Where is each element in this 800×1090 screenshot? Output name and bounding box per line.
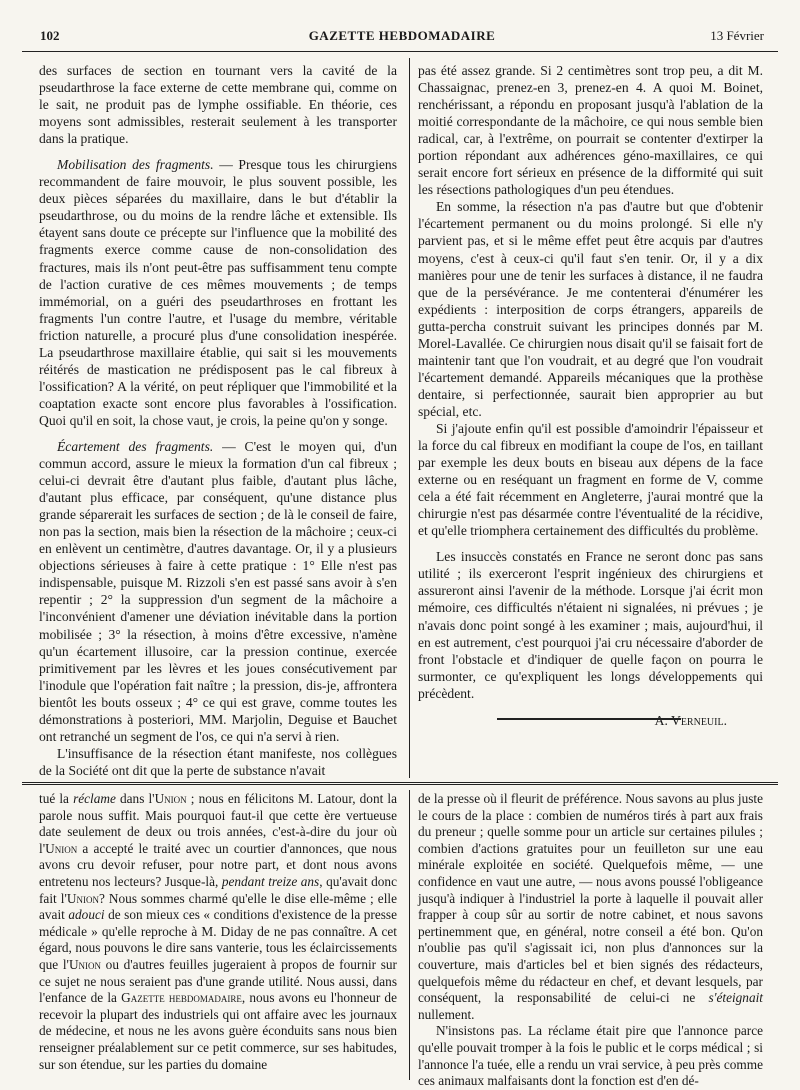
author-signature: A. Verneuil. — [654, 712, 727, 728]
text-run: Gazette hebdomadaire — [121, 990, 242, 1006]
lower-left-column — [39, 791, 397, 1073]
text-run: Union — [45, 840, 78, 856]
text-run: ? Nous sommes charmé qu'elle le dise elle-même ; elle avait — [39, 890, 397, 923]
paragraph: pas été assez grande. Si 2 centimètres sont trop peu, a dit M. Chassaignac, prenez-en 3, prenez-en 4. A quoi M. Boinet, renchérissant, a répondu en proposant jusqu'à l'ablation de la moitié correspondante de la mâchoire, ce qui nous semble bien radical, car, à l'extrême, on pourrait se contenter d'extirper la portion répondant aux adhérences géno-maxillaires, ce qui serait encore fort sérieux en présence de la difformité qui suit les résections pathologiques d'un peu étendues. — [418, 63, 763, 198]
text-run: ou d'autres feuilles jugeraient à propos de fournir sur ce sujet ne nous seraient pas d'une grande utilité. Nous aussi, dans l'enfance de la — [39, 956, 397, 1006]
lower-right-column — [418, 791, 763, 1090]
feuilleton-rule — [22, 782, 778, 785]
text-run: dans l' — [115, 791, 155, 806]
upper-left-column — [39, 62, 397, 779]
page-number: 102 — [40, 28, 60, 43]
text-run: , qu'avait donc fait l' — [39, 873, 397, 906]
text-run: tué la — [39, 791, 74, 806]
paragraph-text: — C'est le moyen qui, d'un commun accord, assure le mieux la formation d'un cal fibreux ; celui-ci devrait être d'autant plus faible, d'autant plus lâche, d'autant plus efficace, par conséquent, qu'une distance plus grande séparerait les surfaces de section ; de là le conseil de faire, non pas la section, mais bien la résection de la mâchoire ; ceux-ci en enlèvent un centimètre, d'autres davantage. Or, il y a plusieurs objections sérieuses à faire à cette pratique : 1° Elle n'est pas indispensable, puisque M. Rizzoli s'en est passé sans avoir à s'en repentir ; 2° la suppression d'un segment de la mâchoire a l'inconvénient d'amener une déviation inévitable dans la portion mobilisée ; 3° la résection, à moins d'être excessive, n'amène qu'un écartement illusoire, car la pression continue, exercée primitivement par les lèvres et les joues consécutivement par l'inodule que l'opération fait naître ; la pression, dis-je, affrontera bientôt les bouts osseux ; 4° ce qui est grave, comme toutes les démonstrations à posteriori, MM. Marjolin, Deguise et Bauchet ont retranché un segment de l'os, ce qui n'a servi à rien. — [39, 438, 397, 744]
paragraph: N'insistons pas. La réclame était pire que l'annonce parce qu'elle pouvait tromper à la fois le public et le corps médical ; si l'annonce l'a tuée, elle a rendu un vrai service, à peu près comme ces animaux malfaisants dont la fonction est d'en dé- — [418, 1023, 763, 1089]
upper-right-column — [418, 62, 763, 729]
paragraph: L'insuffisance de la résection étant manifeste, nos collègues de la Société ont dit que la perte de substance n'avait — [39, 745, 397, 778]
article-end-rule — [497, 718, 681, 720]
journal-title: GAZETTE HEBDOMADAIRE — [308, 28, 496, 43]
text-run: Union — [68, 956, 102, 972]
paragraph — [39, 438, 397, 745]
section-heading: Mobilisation des fragments. — [57, 157, 214, 173]
text-run: Union — [66, 890, 99, 906]
issue-date: 13 Février — [710, 28, 764, 43]
text-run: a accepté le traité avec un courtier d'annonces, que nous avons cru devoir refuser, pour notre part, et dont nous avons entretenu nos lecteurs? Jusque-là, — [39, 840, 397, 889]
text-run: ; nous en félicitons M. Latour, dont la parole nous suffit. Mais pourquoi faut-il que cette ère vertueuse date seulement de deux ou trois années, c'est-à-dire du jour où l' — [39, 791, 397, 856]
section-heading: Écartement des fragments. — [57, 438, 214, 454]
column-divider-lower — [409, 790, 410, 1080]
text-run: réclame — [73, 791, 116, 806]
paragraph: Les insuccès constatés en France ne seront donc pas sans utilité ; ils exerceront l'esprit ingénieux des chirurgiens et assureront ainsi l'avenir de la méthode. Lorsque j'ai écrit mon mémoire, ces difficultés n'étaient ni signalées, ni prévues ; je n'avais donc point songé à les examiner ; mais, aujourd'hui, il en est autrement, c'est pourquoi j'ai cru nécessaire d'aborder de front l'obstacle et d'indiquer de quelle façon on pourra le surmonter, ce qu'expliquent les longs développements qui précèdent. — [418, 549, 763, 701]
paragraph: des surfaces de section en tournant vers la cavité de la pseudarthrose la face externe de cette membrane qui, comme on le sait, ne produit pas de lymphe ossifiable. En théorie, ces moyens sont admissibles, resterait seulement à les transporter dans la pratique. — [39, 63, 397, 147]
text-run: s'éteignait — [708, 990, 763, 1006]
text-run: de la presse où il fleurit de préférence. Nous savons au plus juste le cours de la place : combien de numéros tirés à part aux frais du preneur ; quelle somme pour un article sur certaines pilules ; combien d'actions gratuites pour un feuilleton sur une eau minérale exploitée en société. Quelquefois même, — une confidence en vaut une autre, — nous avons poussé l'obligeance jusqu'à indiquer à l'industriel la porte à laquelle il pouvait aller frapper à coup sûr au sortir de notre cabinet, et nous savons pertinemment que, en général, notre conseil a été bon. Qu'on n'oublie pas qu'il s'agissait ici, non plus d'annonces sur la couverture, mais d'articles bel et bien signés des rédacteurs, quelquefois même du rédacteur en chef, et devant lesquels, par conséquent, la responsabilité de celui-ci ne — [418, 791, 763, 1006]
text-run: pendant treize ans — [221, 873, 320, 889]
paragraph — [39, 156, 397, 429]
paragraph: Si j'ajoute enfin qu'il est possible d'amoindrir l'épaisseur et la force du cal fibreux en modifiant la coupe de l'os, en taillant par exemple les deux bouts en biseau aux dépens de la face externe ou en reséquant un fragment en forme de V, comme cela a été fait récemment en Angleterre, j'aurai montré que la chirurgie n'est pas désarmée contre l'éventualité de la récidive, et qu'elle triomphera certainement des difficultés du problème. — [418, 420, 763, 539]
paragraph-text: — Presque tous les chirurgiens recommandent de faire mouvoir, le plus souvent possible, les deux pièces séparées du maxillaire, dans le but d'établir la pseudarthrose, ou du moins de la rendre lâche et extensible. Ils étayent sans doute ce précepte sur l'influence que la mobilité des fragments exerce comme cause de non-consolidation des fractures, mais ils n'ont peut-être pas suffisamment tenu compte de l'action curative de ces mêmes mouvements ; de temps immémorial, on a guéri des pseudarthroses en frottant les fragments l'un contre l'autre, et l'usage du membre, véritable friction naturelle, a procuré plus d'une consolidation inespérée. La pseudarthrose maxillaire établie, qui sait si les mouvements réitérés de mastication ne prédisposent pas le cal fibreux à l'ossification? A la vérité, on peut répliquer que l'immobilité et la coaptation exacte sont encore plus favorables à l'ossification. Quoi qu'il en soit, la chose vaut, je crois, la peine qu'on y songe. — [39, 157, 397, 428]
text-run: adouci — [68, 907, 105, 923]
text-run: Union — [154, 791, 187, 806]
column-divider-upper — [409, 58, 410, 778]
text-run: de son mieux ces « conditions d'existence de la presse médicale » qu'elle reproche à M. Diday de ne pas connaître. A cet égard, nous pouvons le dire sans vanterie, tous les éclaircissements que l' — [39, 907, 397, 972]
paragraph — [39, 791, 397, 1073]
paragraph: En somme, la résection n'a pas d'autre but que d'obtenir l'écartement permanent ou du moins prolongé. Si elle n'y parvient pas, et si le même effet peut être acquis par d'autres moyens, c'est à ceux-ci qu'il faut s'en tenir. Or, il y a dix manières pour une de tenir les surfaces à distance, il ne faudra que de la persévérance. Je me contenterai d'énumérer les expédients : interposition de corps étrangers, appareils de gutta-percha construit suivant les principes donnés par M. Morel-Lavallée. Ce chirurgien nous disait qu'il se faisait fort de maintenir tant que l'on voudrait, et au degré que l'on voudrait l'écartement demandé. Appareils mécaniques que la prothèse dentaire, si perfectionnée, saurait bien approprier au but spécial, etc. — [418, 199, 763, 419]
paragraph — [418, 791, 763, 1023]
text-run: nullement. — [418, 1006, 475, 1022]
header-rule — [22, 51, 778, 52]
text-run: , nous avons eu l'honneur de recevoir la plupart des industriels qui ont affaire avec les journaux de médecine, et nous ne les avons guère éconduits sans nous bien renseigner préalablement sur ce petit commerce, sur ses habitudes, sur son étendue, sur les parties du domaine — [39, 990, 397, 1072]
page-header — [40, 22, 764, 44]
